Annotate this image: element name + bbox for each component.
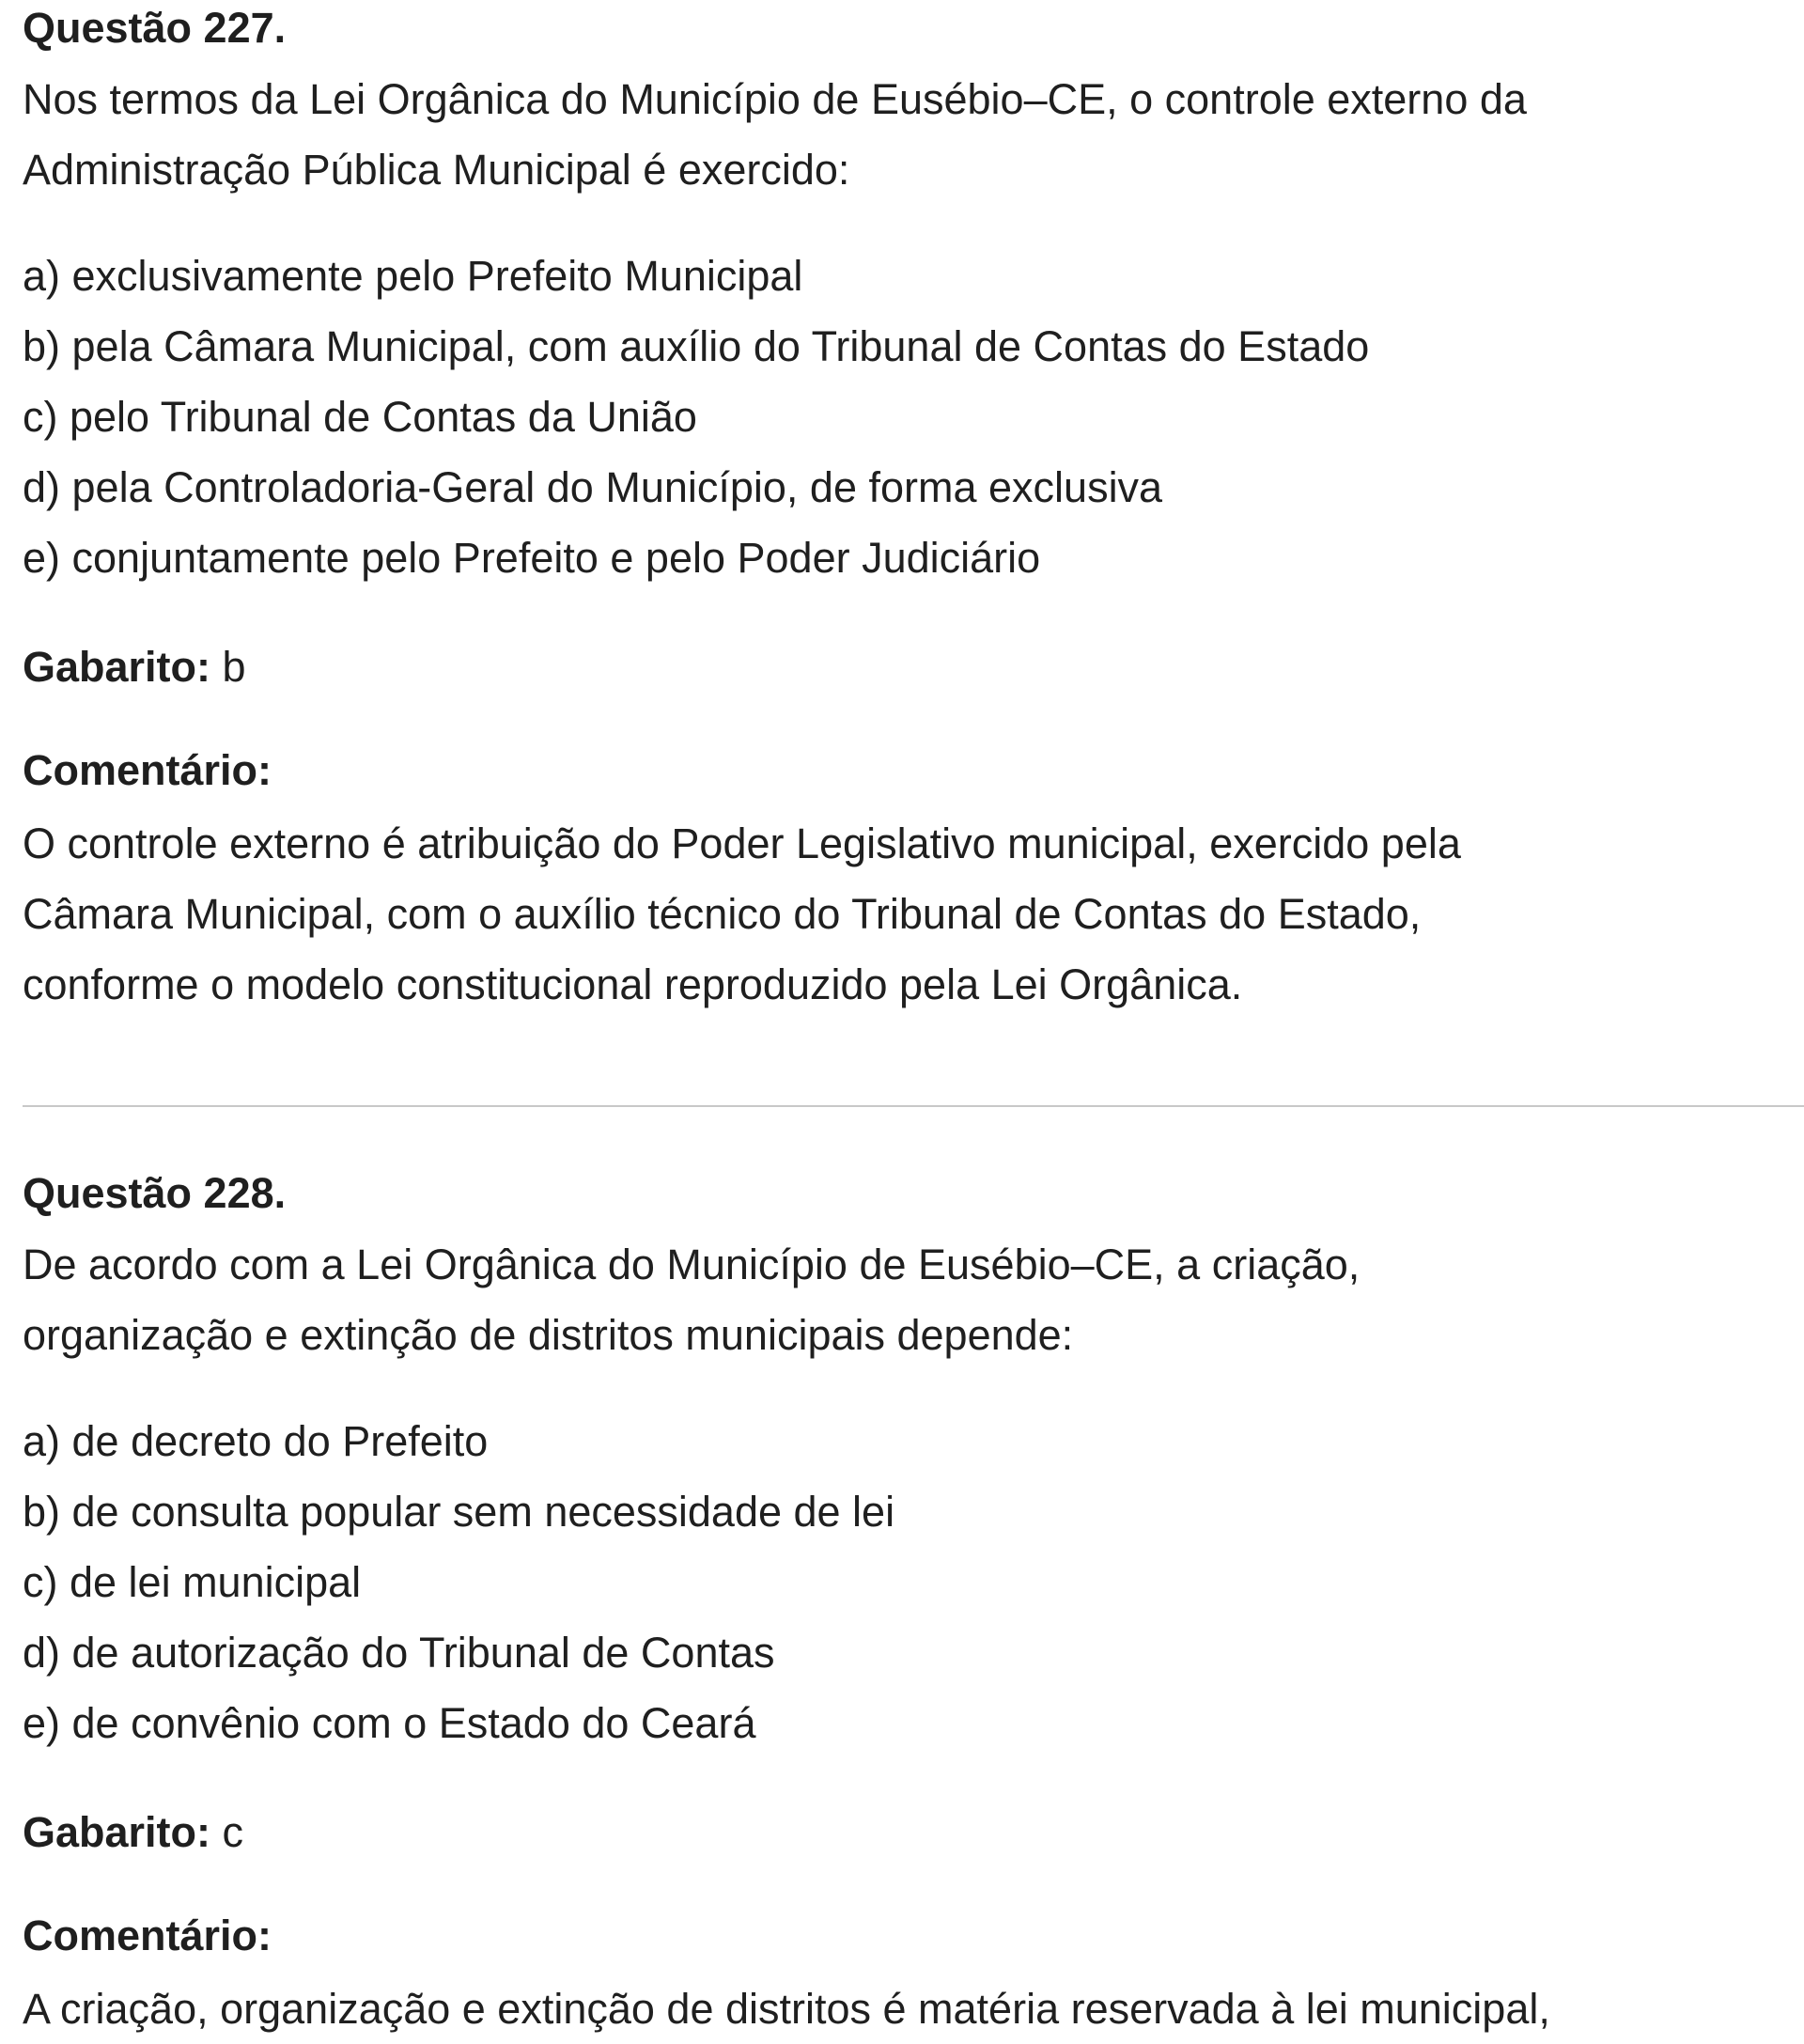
answer-key bbox=[23, 639, 246, 695]
answer-value: c bbox=[222, 1808, 244, 1856]
option-b: b) pela Câmara Municipal, com auxílio do Tribunal de Contas do Estado bbox=[23, 322, 1370, 370]
comment-line-1: A criação, organização e extinção de distritos é matéria reservada à lei municipal, bbox=[23, 1985, 1550, 2033]
comment-line-1: O controle externo é atribuição do Poder Legislativo municipal, exercido pela bbox=[23, 819, 1461, 867]
comment-title: Comentário: bbox=[23, 746, 272, 794]
option-c: c) de lei municipal bbox=[23, 1558, 362, 1606]
option-d: d) pela Controladoria-Geral do Município, de forma exclusiva bbox=[23, 463, 1163, 511]
option-c: c) pelo Tribunal de Contas da União bbox=[23, 393, 697, 441]
option-e: e) de convênio com o Estado do Ceará bbox=[23, 1699, 756, 1747]
question-stem-line-2: organização e extinção de distritos municipais depende: bbox=[23, 1311, 1074, 1359]
question-stem-line-1: Nos termos da Lei Orgânica do Município de Eusébio–CE, o controle externo da bbox=[23, 75, 1527, 123]
answer-key bbox=[23, 1804, 243, 1861]
section-divider bbox=[23, 1105, 1804, 1107]
option-a: a) de decreto do Prefeito bbox=[23, 1417, 489, 1465]
answer-options bbox=[23, 1406, 894, 1758]
question-stem-line-2: Administração Pública Municipal é exercido: bbox=[23, 146, 850, 194]
comment-title: Comentário: bbox=[23, 1911, 272, 1959]
option-a: a) exclusivamente pelo Prefeito Municipal bbox=[23, 252, 803, 300]
question-title: Questão 227. bbox=[23, 4, 287, 52]
answer-value: b bbox=[222, 643, 246, 691]
question-title: Questão 228. bbox=[23, 1169, 287, 1217]
comment-line-2: Câmara Municipal, com o auxílio técnico do Tribunal de Contas do Estado, bbox=[23, 890, 1422, 938]
answer-label: Gabarito: bbox=[23, 643, 211, 691]
option-b: b) de consulta popular sem necessidade de lei bbox=[23, 1488, 895, 1536]
question-stem-line-1: De acordo com a Lei Orgânica do Município de Eusébio–CE, a criação, bbox=[23, 1240, 1361, 1288]
option-e: e) conjuntamente pelo Prefeito e pelo Poder Judiciário bbox=[23, 534, 1041, 582]
answer-label: Gabarito: bbox=[23, 1808, 211, 1856]
option-d: d) de autorização do Tribunal de Contas bbox=[23, 1629, 775, 1677]
comment-line-3: conforme o modelo constitucional reproduzido pela Lei Orgânica. bbox=[23, 960, 1243, 1008]
answer-options bbox=[23, 241, 1369, 593]
